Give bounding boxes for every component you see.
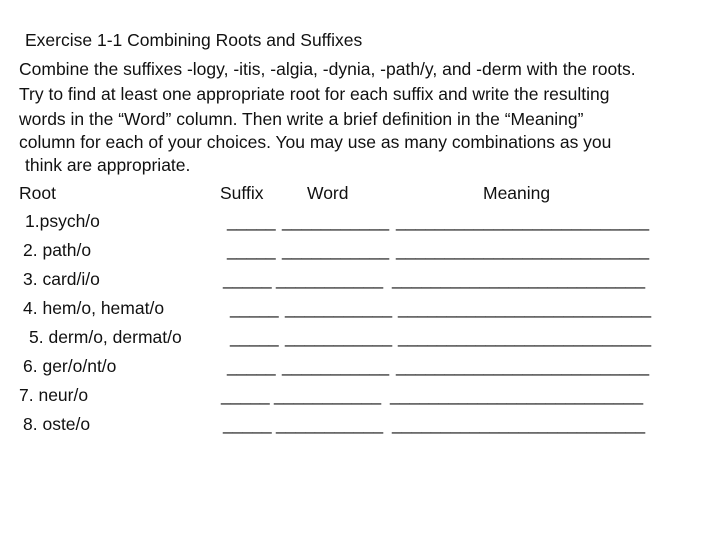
instruction-line-3: words in the “Word” column. Then write a brief definition in the “Meaning”	[19, 109, 584, 129]
meaning-blank[interactable]: __________________________	[390, 385, 644, 405]
exercise-title: Exercise 1-1 Combining Roots and Suffixes	[25, 30, 363, 50]
table-row	[0, 268, 720, 292]
root-cell: 6. ger/o/nt/o	[23, 356, 117, 376]
meaning-blank[interactable]: __________________________	[398, 327, 652, 347]
table-row	[0, 355, 720, 379]
root-cell: 3. card/i/o	[23, 269, 100, 289]
suffix-blank[interactable]: _____	[230, 298, 279, 318]
instruction-line-2: Try to find at least one appropriate root for each suffix and write the resulting	[19, 84, 610, 104]
word-blank[interactable]: ___________	[282, 240, 390, 260]
word-blank[interactable]: ___________	[274, 385, 382, 405]
word-blank[interactable]: ___________	[276, 269, 384, 289]
header-root: Root	[19, 183, 56, 203]
root-cell: 2. path/o	[23, 240, 92, 260]
word-blank[interactable]: ___________	[285, 327, 393, 347]
meaning-blank[interactable]: __________________________	[396, 240, 650, 260]
meaning-blank[interactable]: __________________________	[392, 269, 646, 289]
header-suffix: Suffix	[220, 183, 264, 203]
root-cell: 1.psych/o	[25, 211, 100, 231]
meaning-blank[interactable]: __________________________	[398, 298, 652, 318]
table-row	[0, 210, 720, 234]
word-blank[interactable]: ___________	[285, 298, 393, 318]
root-cell: 4. hem/o, hemat/o	[23, 298, 165, 318]
instruction-line-5: think are appropriate.	[25, 155, 191, 175]
word-blank[interactable]: ___________	[282, 211, 390, 231]
root-cell: 5. derm/o, dermat/o	[29, 327, 182, 347]
meaning-blank[interactable]: __________________________	[396, 211, 650, 231]
suffix-blank[interactable]: _____	[221, 385, 270, 405]
suffix-blank[interactable]: _____	[230, 327, 279, 347]
root-cell: 7. neur/o	[19, 385, 89, 405]
table-row	[0, 326, 720, 350]
meaning-blank[interactable]: __________________________	[396, 356, 650, 376]
root-cell: 8. oste/o	[23, 414, 91, 434]
instruction-line-1: Combine the suffixes -logy, -itis, -algia, -dynia, -path/y, and -derm with the roots.	[19, 59, 636, 79]
table-row	[0, 297, 720, 321]
suffix-blank[interactable]: _____	[227, 211, 276, 231]
instruction-line-4: column for each of your choices. You may use as many combinations as you	[19, 132, 612, 152]
word-blank[interactable]: ___________	[282, 356, 390, 376]
suffix-blank[interactable]: _____	[227, 356, 276, 376]
header-meaning: Meaning	[483, 183, 551, 203]
table-row	[0, 413, 720, 437]
word-blank[interactable]: ___________	[276, 414, 384, 434]
table-row	[0, 384, 720, 408]
suffix-blank[interactable]: _____	[223, 269, 272, 289]
meaning-blank[interactable]: __________________________	[392, 414, 646, 434]
suffix-blank[interactable]: _____	[227, 240, 276, 260]
table-row	[0, 239, 720, 263]
header-word: Word	[307, 183, 349, 203]
suffix-blank[interactable]: _____	[223, 414, 272, 434]
